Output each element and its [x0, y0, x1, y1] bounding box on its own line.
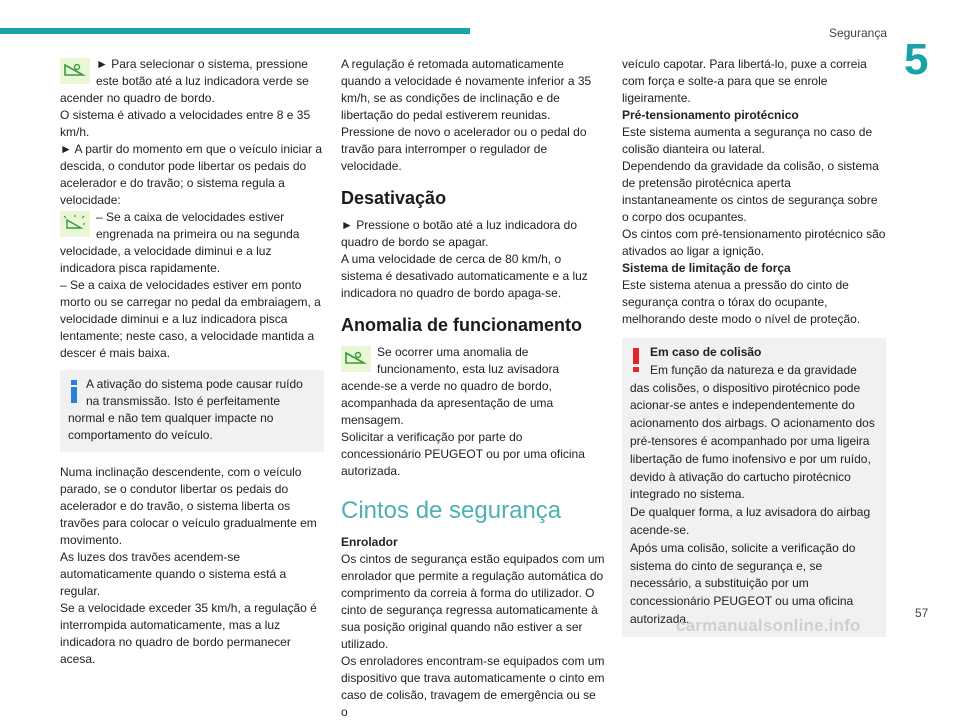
paragraph: Os cintos de segurança estão equipados com um enrolador que permite a regulação automática do comprimento da correia à forma do utilizador. O cinto de segurança regressa automaticamente à sua posição original quando não estiver a ser utilizado.: [341, 552, 605, 651]
paragraph: Solicitar a verificação por parte do concessionário PEUGEOT ou por uma oficina autorizada.: [341, 430, 585, 478]
watermark: carmanualsonline.info: [676, 616, 861, 635]
warning-title: Em caso de colisão: [650, 345, 762, 359]
flashing-indicator-icon: [60, 211, 90, 237]
column-3: [622, 56, 886, 637]
paragraph: Numa inclinação descendente, com o veículo parado, se o condutor libertar os pedais do acelerador e do travão, o sistema liberta os travões para colocar o veículo gradualmente em movimento.: [60, 465, 317, 547]
warning-icon: [632, 348, 640, 372]
section-title-cintos: Cintos de segurança: [341, 497, 562, 524]
paragraph: Este sistema aumenta a segurança no caso de colisão dianteira ou lateral.: [622, 125, 873, 156]
warning-text: Após uma colisão, solicite a verificação do sistema do cinto de segurança e, se necessário, a substituição por um concessionário PEUGEOT ou uma oficina autorizada.: [630, 540, 856, 626]
anomaly-instruction: [341, 344, 605, 429]
chapter-title: Segurança: [828, 26, 887, 40]
header-accent-bar: [0, 28, 470, 34]
paragraph: veículo capotar. Para libertá-lo, puxe a correia com força e solte-a para que se enrole ligeiramente.: [622, 57, 867, 105]
paragraph: ► Para selecionar o sistema, pressione este botão até a luz indicadora verde se acender no quadro de bordo.: [60, 57, 309, 105]
paragraph: Dependendo da gravidade da colisão, o sistema de pretensão pirotécnica aperta instantaneamente os cintos de segurança sobre o corpo dos ocupantes.: [622, 159, 879, 224]
heading-anomalia: Anomalia de funcionamento: [341, 315, 583, 335]
paragraph: Os cintos com pré-tensionamento pirotécnico são ativados ao ligar a ignição.: [622, 227, 886, 258]
info-box: [60, 370, 324, 452]
paragraph: A uma velocidade de cerca de 80 km/h, o sistema é desativado automaticamente e a luz indicadora no quadro de bordo apaga-se.: [341, 252, 588, 300]
hill-descent-indicator-icon: [60, 58, 90, 84]
paragraph: Este sistema atenua a pressão do cinto de segurança contra o tórax do ocupante, melhorando deste modo o nível de proteção.: [622, 278, 861, 326]
paragraph: – Se a caixa de velocidades estiver em ponto morto ou se carregar no pedal da embraiagem, a velocidade diminui e a luz indicadora pisca lentamente; neste caso, a velocidade mantida a descer é mais baixa.: [60, 278, 321, 360]
paragraph: A regulação é retomada automaticamente quando a velocidade é novamente inferior a 35 km/h, se as condições de inclinação e de libertação do pedal estiverem reunidas.: [341, 57, 592, 122]
heading-enrolador: Enrolador: [341, 535, 398, 549]
paragraph: Os enroladores encontram-se equipados com um dispositivo que trava automaticamente o cinto em caso de colisão, travagem de emergência ou se o: [341, 654, 605, 719]
heading-limitacao-forca: Sistema de limitação de força: [622, 261, 791, 275]
paragraph: Pressione de novo o acelerador ou o pedal do travão para interromper o regulador de velocidade.: [341, 125, 587, 173]
paragraph: O sistema é ativado a velocidades entre 8 e 35 km/h.: [60, 108, 311, 139]
hill-descent-warning-icon: [341, 346, 371, 372]
heading-desativacao: Desativação: [341, 188, 447, 208]
chapter-number: 5: [904, 35, 929, 84]
column-1: [60, 56, 324, 668]
paragraph: Se a velocidade exceder 35 km/h, a regulação é interrompida automaticamente, mas a luz indicadora no quadro de bordo permanecer acesa.: [60, 601, 317, 666]
paragraph: – Se a caixa de velocidades estiver engrenada na primeira ou na segunda velocidade, a velocidade diminui e a luz indicadora pisca rapidamente.: [60, 210, 300, 275]
warning-box: [622, 338, 886, 637]
paragraph: ► Pressione o botão até a luz indicadora do quadro de bordo se apagar.: [341, 218, 578, 249]
page-number: 57: [915, 606, 929, 620]
info-icon: [70, 380, 78, 402]
info-text: A ativação do sistema pode causar ruído na transmissão. Isto é perfeitamente normal e não tem qualquer impacte no comportamento do veículo.: [68, 377, 303, 442]
paragraph: Se ocorrer uma anomalia de funcionamento, esta luz avisadora acende-se a verde no quadro de bordo, acompanhada da apresentação de uma mensagem.: [341, 345, 560, 427]
warning-text: De qualquer forma, a luz avisadora do airbag acende-se.: [630, 505, 871, 537]
paragraph: As luzes dos travões acendem-se automaticamente quando o sistema está a regular.: [60, 550, 287, 598]
warning-text: Em função da natureza e da gravidade das colisões, o dispositivo pirotécnico pode acionar-se antes e independentemente do acionamento dos airbags. O acionamento dos pré-tensores é acompanhado por uma ligeira libertação de fumo inofensivo e por um ruído, devido à ativação do cartucho pirotécnico integrado no sistema.: [630, 362, 875, 502]
column-2: [341, 56, 605, 721]
hill-descent-instruction: [60, 56, 324, 107]
heading-pre-tensionamento: Pré-tensionamento pirotécnico: [622, 108, 799, 122]
gear-engaged-case: [60, 209, 324, 277]
paragraph: ► A partir do momento em que o veículo iniciar a descida, o condutor pode libertar os pedais do acelerador e do travão; o sistema regula a velocidade:: [60, 142, 323, 207]
